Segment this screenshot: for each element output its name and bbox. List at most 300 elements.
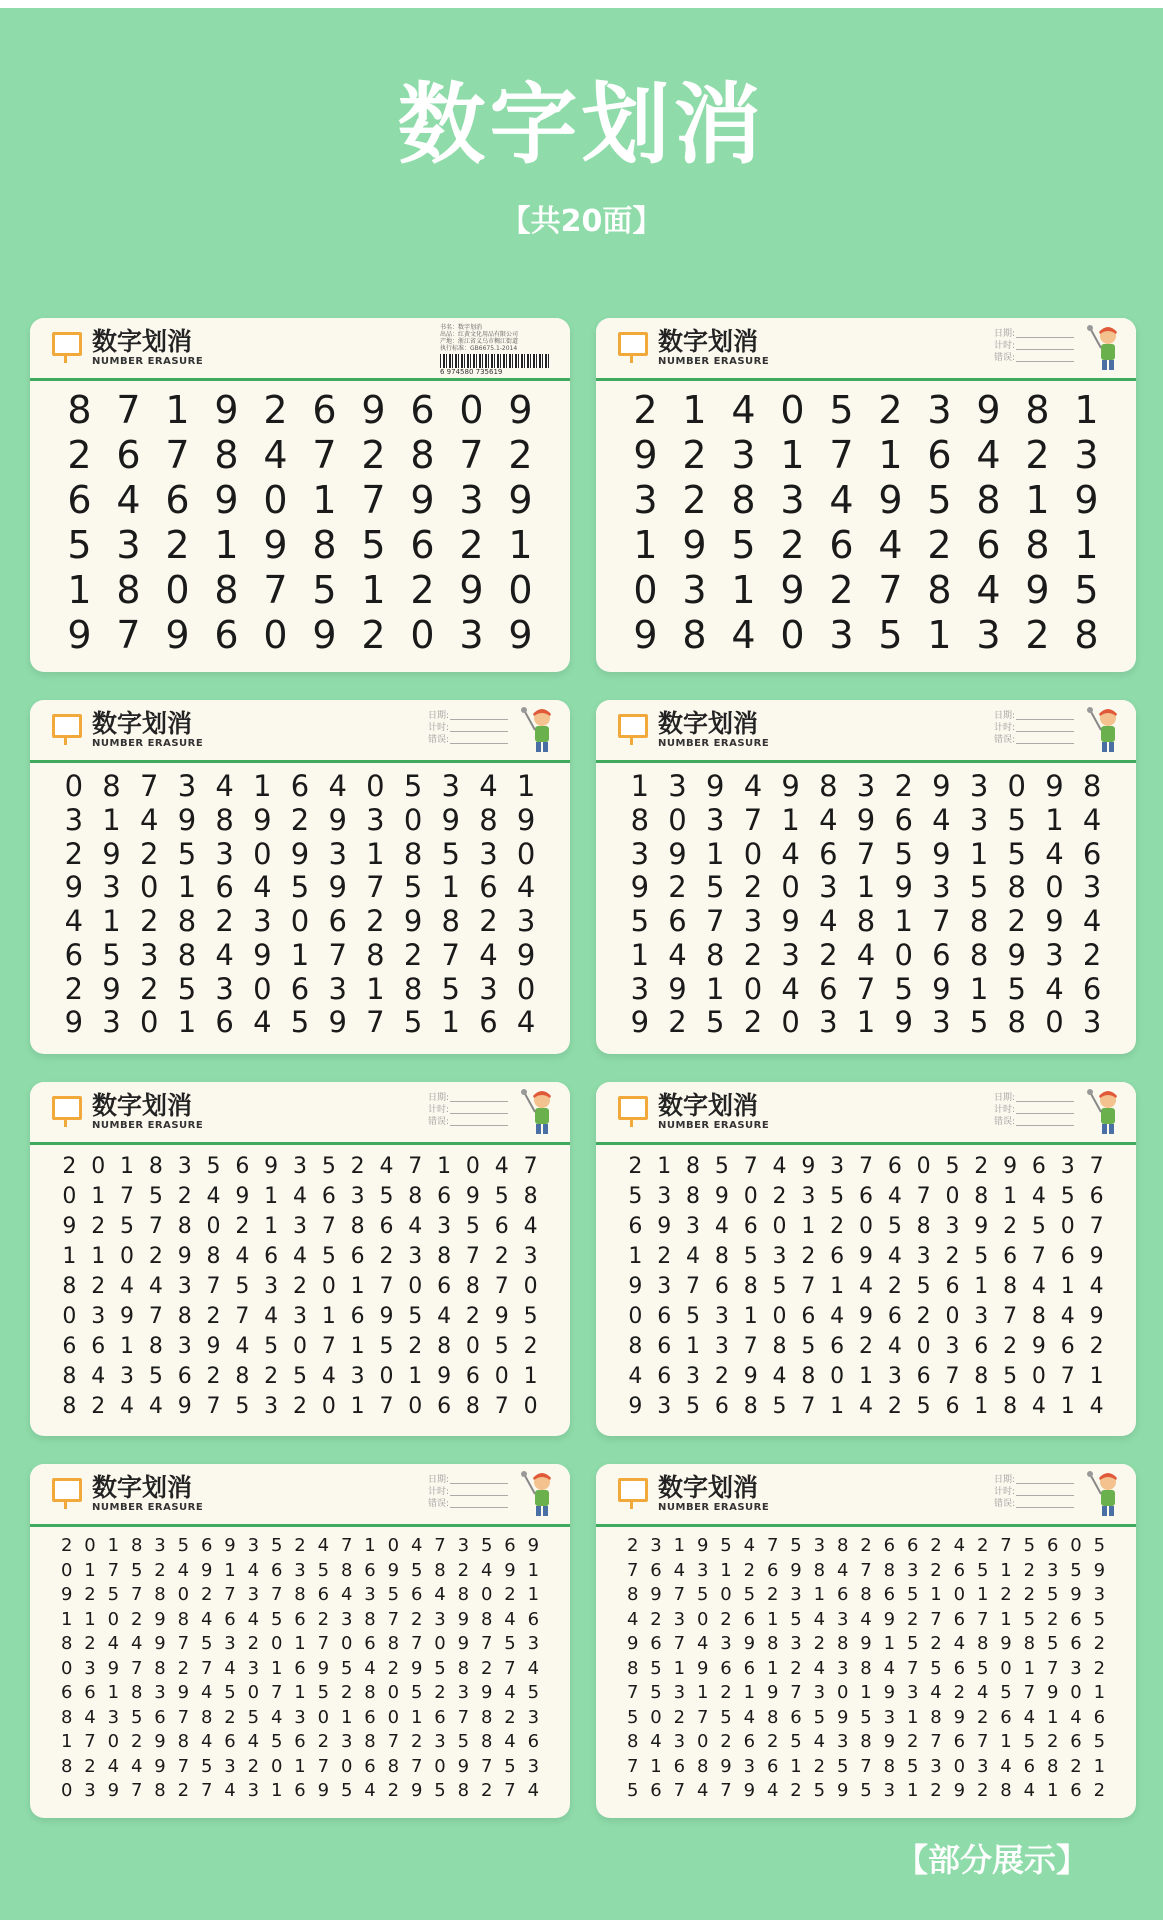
digit-cell[interactable]: 4 [766,1780,779,1802]
digit-cell[interactable]: 4 [494,1154,509,1179]
digit-cell[interactable]: 0 [1000,1657,1012,1679]
digit-cell[interactable]: 1 [270,1657,283,1679]
digit-cell[interactable]: 6 [743,1731,756,1753]
digit-cell[interactable]: 5 [976,1657,989,1679]
digit-cell[interactable]: 7 [116,613,141,657]
digit-cell[interactable]: 6 [1046,1535,1059,1556]
digit-cell[interactable]: 7 [312,433,337,477]
digit-cell[interactable]: 9 [1070,1584,1082,1606]
digit-cell[interactable]: 3 [705,802,725,837]
digit-cell[interactable]: 3 [116,523,141,567]
digit-cell[interactable]: 3 [366,802,385,837]
digit-cell[interactable]: 5 [686,1304,701,1329]
digit-cell[interactable]: 6 [321,1184,336,1209]
digit-cell[interactable]: 1 [1060,1274,1075,1299]
digit-cell[interactable]: 5 [410,1682,423,1704]
digit-cell[interactable]: 4 [527,1780,540,1802]
digit-cell[interactable]: 1 [1074,388,1099,432]
digit-cell[interactable]: 2 [906,1608,919,1630]
digit-cell[interactable]: 0 [830,1364,845,1389]
digit-cell[interactable]: 2 [84,1755,96,1777]
digit-cell[interactable]: 7 [480,1633,493,1655]
digit-cell[interactable]: 8 [457,1657,470,1679]
digit-cell[interactable]: 8 [408,1184,423,1209]
digit-cell[interactable]: 9 [781,904,800,938]
digit-cell[interactable]: 6 [410,1584,423,1606]
digit-cell[interactable]: 4 [107,1633,120,1655]
digit-cell[interactable]: 5 [107,1584,120,1606]
digit-cell[interactable]: 6 [504,1535,516,1556]
digit-cell[interactable]: 7 [379,1394,394,1419]
digit-cell[interactable]: 1 [813,1584,826,1606]
digit-cell[interactable]: 6 [829,523,854,567]
digit-cell[interactable]: 5 [743,1584,756,1606]
digit-cell[interactable]: 3 [84,1780,96,1802]
digit-cell[interactable]: 6 [673,1755,686,1777]
digit-cell[interactable]: 4 [408,1214,423,1239]
digit-cell[interactable]: 0 [387,1706,400,1728]
digit-cell[interactable]: 2 [165,523,190,567]
digit-cell[interactable]: 6 [887,1304,902,1329]
digit-cell[interactable]: 9 [743,1633,756,1655]
digit-cell[interactable]: 7 [441,937,460,972]
digit-cell[interactable]: 4 [321,1364,336,1389]
digit-cell[interactable]: 5 [1093,1731,1106,1753]
digit-cell[interactable]: 3 [441,769,460,803]
digit-cell[interactable]: 9 [976,388,1001,432]
digit-cell[interactable]: 9 [200,1559,213,1581]
digit-cell[interactable]: 3 [930,1755,942,1777]
digit-cell[interactable]: 6 [883,1535,896,1556]
digit-cell[interactable]: 1 [720,1559,732,1581]
digit-cell[interactable]: 4 [253,870,272,905]
digit-cell[interactable]: 1 [969,836,989,871]
digit-cell[interactable]: 1 [633,523,658,567]
digit-cell[interactable]: 4 [224,1780,236,1802]
digit-cell[interactable]: 3 [790,1584,802,1606]
digit-cell[interactable]: 1 [214,523,239,567]
digit-cell[interactable]: 4 [887,1244,902,1269]
digit-cell[interactable]: 6 [906,1535,919,1556]
digit-cell[interactable]: 9 [64,1005,84,1040]
digit-cell[interactable]: 9 [465,1184,480,1209]
digit-cell[interactable]: 7 [177,1633,190,1655]
digit-cell[interactable]: 6 [1093,1706,1106,1728]
digit-cell[interactable]: 8 [1082,769,1102,803]
digit-cell[interactable]: 0 [60,1780,73,1802]
digit-cell[interactable]: 8 [102,769,121,803]
digit-cell[interactable]: 0 [139,1005,159,1040]
digit-cell[interactable]: 3 [976,1755,989,1777]
digit-cell[interactable]: 3 [253,904,272,938]
digit-cell[interactable]: 6 [650,1633,662,1655]
digit-cell[interactable]: 7 [457,1706,470,1728]
digit-cell[interactable]: 2 [139,971,159,1006]
digit-cell[interactable]: 2 [465,1304,480,1329]
digit-cell[interactable]: 2 [945,1244,960,1269]
digit-cell[interactable]: 7 [626,1755,639,1777]
digit-cell[interactable]: 0 [953,1584,966,1606]
digit-cell[interactable]: 1 [312,478,337,522]
digit-cell[interactable]: 3 [527,1755,540,1777]
digit-cell[interactable]: 8 [479,802,498,837]
digit-cell[interactable]: 8 [772,1334,787,1359]
digit-cell[interactable]: 1 [686,1334,701,1359]
digit-cell[interactable]: 1 [102,802,121,837]
digit-cell[interactable]: 6 [657,1364,672,1389]
digit-cell[interactable]: 6 [945,1394,960,1419]
digit-cell[interactable]: 0 [379,1364,394,1389]
digit-cell[interactable]: 9 [630,870,650,905]
digit-cell[interactable]: 4 [84,1706,96,1728]
digit-cell[interactable]: 6 [836,1584,849,1606]
digit-cell[interactable]: 8 [626,1731,639,1753]
digit-cell[interactable]: 1 [84,1559,96,1581]
digit-cell[interactable]: 8 [154,1657,166,1679]
digit-cell[interactable]: 5 [403,870,423,905]
digit-cell[interactable]: 8 [62,1364,77,1389]
digit-cell[interactable]: 3 [836,1657,849,1679]
digit-cell[interactable]: 2 [906,1731,919,1753]
digit-cell[interactable]: 3 [120,1364,135,1389]
digit-cell[interactable]: 1 [790,1755,802,1777]
digit-cell[interactable]: 2 [720,1731,732,1753]
digit-cell[interactable]: 8 [437,1244,452,1269]
digit-cell[interactable]: 9 [878,478,903,522]
digit-cell[interactable]: 2 [139,836,159,871]
digit-cell[interactable]: 7 [410,1633,423,1655]
digit-cell[interactable]: 3 [1060,1154,1075,1179]
digit-cell[interactable]: 8 [148,1334,163,1359]
digit-cell[interactable]: 5 [628,1184,643,1209]
digit-cell[interactable]: 8 [714,1244,729,1269]
digit-cell[interactable]: 8 [976,1633,989,1655]
digit-cell[interactable]: 5 [1007,802,1026,837]
digit-cell[interactable]: 7 [107,1559,120,1581]
digit-cell[interactable]: 9 [894,1005,913,1040]
digit-cell[interactable]: 6 [312,388,337,432]
digit-cell[interactable]: 7 [801,1274,816,1299]
digit-cell[interactable]: 3 [350,1184,365,1209]
digit-cell[interactable]: 5 [441,836,460,871]
digit-cell[interactable]: 6 [67,478,92,522]
digit-cell[interactable]: 1 [91,1244,106,1269]
digit-cell[interactable]: 3 [836,1608,849,1630]
digit-cell[interactable]: 5 [312,568,337,612]
digit-cell[interactable]: 5 [494,1334,509,1359]
digit-cell[interactable]: 4 [1023,1780,1036,1802]
digit-cell[interactable]: 0 [1070,1682,1082,1704]
digit-cell[interactable]: 2 [1093,1780,1106,1802]
digit-cell[interactable]: 0 [916,1154,931,1179]
digit-cell[interactable]: 8 [364,1731,376,1753]
digit-cell[interactable]: 2 [1070,1755,1082,1777]
digit-cell[interactable]: 2 [974,1154,989,1179]
digit-cell[interactable]: 0 [253,971,272,1006]
digit-cell[interactable]: 1 [906,1780,919,1802]
digit-cell[interactable]: 4 [116,478,141,522]
digit-cell[interactable]: 9 [317,1780,330,1802]
digit-cell[interactable]: 8 [130,1682,143,1704]
digit-cell[interactable]: 2 [878,388,903,432]
digit-cell[interactable]: 8 [177,1304,192,1329]
digit-cell[interactable]: 8 [976,478,1001,522]
digit-cell[interactable]: 9 [628,1394,643,1419]
digit-cell[interactable]: 0 [64,769,84,803]
digit-cell[interactable]: 8 [860,1657,872,1679]
digit-cell[interactable]: 0 [292,1334,307,1359]
digit-cell[interactable]: 6 [64,937,84,972]
digit-cell[interactable]: 5 [403,1005,423,1040]
digit-cell[interactable]: 5 [102,937,121,972]
digit-cell[interactable]: 0 [387,1682,400,1704]
digit-cell[interactable]: 9 [516,802,536,837]
digit-cell[interactable]: 7 [856,836,876,871]
digit-cell[interactable]: 5 [321,1154,336,1179]
digit-cell[interactable]: 9 [235,1184,250,1209]
digit-cell[interactable]: 6 [743,1214,758,1239]
digit-cell[interactable]: 3 [215,836,234,871]
digit-cell[interactable]: 7 [177,1706,190,1728]
digit-cell[interactable]: 8 [1007,870,1026,905]
digit-cell[interactable]: 8 [705,937,725,972]
digit-cell[interactable]: 4 [292,1244,307,1269]
digit-cell[interactable]: 4 [1045,971,1064,1006]
digit-cell[interactable]: 9 [705,769,725,803]
digit-cell[interactable]: 3 [294,1706,306,1728]
digit-cell[interactable]: 0 [263,478,288,522]
digit-cell[interactable]: 8 [62,1394,77,1419]
digit-cell[interactable]: 6 [1089,1184,1104,1209]
digit-cell[interactable]: 4 [743,1706,756,1728]
digit-cell[interactable]: 5 [1007,971,1026,1006]
digit-cell[interactable]: 3 [682,568,707,612]
digit-cell[interactable]: 5 [790,1731,802,1753]
digit-cell[interactable]: 1 [441,870,460,905]
digit-cell[interactable]: 2 [628,1154,643,1179]
digit-cell[interactable]: 3 [408,1244,423,1269]
digit-cell[interactable]: 0 [516,836,536,871]
digit-cell[interactable]: 9 [361,388,386,432]
digit-cell[interactable]: 6 [887,1154,902,1179]
digit-cell[interactable]: 7 [206,1394,221,1419]
digit-cell[interactable]: 7 [673,1780,686,1802]
digit-cell[interactable]: 1 [974,1274,989,1299]
digit-cell[interactable]: 8 [387,1755,400,1777]
digit-cell[interactable]: 2 [154,1559,166,1581]
digit-cell[interactable]: 2 [379,1244,394,1269]
digit-cell[interactable]: 4 [410,1535,423,1556]
digit-cell[interactable]: 1 [107,1682,120,1704]
digit-cell[interactable]: 9 [459,568,484,612]
digit-cell[interactable]: 6 [235,1154,250,1179]
digit-cell[interactable]: 1 [253,769,272,803]
digit-cell[interactable]: 5 [403,769,423,803]
digit-cell[interactable]: 0 [91,1154,106,1179]
digit-cell[interactable]: 5 [969,1005,989,1040]
digit-cell[interactable]: 8 [350,1214,365,1239]
digit-cell[interactable]: 2 [410,1731,423,1753]
digit-cell[interactable]: 6 [743,1608,756,1630]
digit-cell[interactable]: 1 [294,1755,306,1777]
digit-cell[interactable]: 7 [340,1535,353,1556]
digit-cell[interactable]: 4 [819,904,838,938]
digit-cell[interactable]: 3 [772,1244,787,1269]
digit-cell[interactable]: 6 [650,1780,662,1802]
digit-cell[interactable]: 7 [459,433,484,477]
digit-cell[interactable]: 6 [1060,1244,1075,1269]
digit-cell[interactable]: 2 [177,1184,192,1209]
digit-cell[interactable]: 0 [408,1274,423,1299]
digit-cell[interactable]: 2 [858,1334,873,1359]
digit-cell[interactable]: 1 [294,1633,306,1655]
digit-cell[interactable]: 4 [650,1731,662,1753]
digit-cell[interactable]: 2 [523,1334,538,1359]
digit-cell[interactable]: 5 [67,523,92,567]
digit-cell[interactable]: 6 [628,1214,643,1239]
digit-cell[interactable]: 3 [969,802,989,837]
digit-cell[interactable]: 4 [215,937,234,972]
digit-cell[interactable]: 9 [214,388,239,432]
digit-cell[interactable]: 4 [819,802,838,837]
digit-cell[interactable]: 0 [270,1633,283,1655]
digit-cell[interactable]: 3 [459,613,484,657]
digit-cell[interactable]: 2 [1003,1214,1018,1239]
digit-cell[interactable]: 0 [206,1214,221,1239]
digit-cell[interactable]: 3 [668,769,687,803]
digit-cell[interactable]: 4 [953,1535,966,1556]
digit-cell[interactable]: 7 [177,1755,190,1777]
digit-cell[interactable]: 3 [364,1584,376,1606]
digit-cell[interactable]: 6 [766,1559,779,1581]
digit-cell[interactable]: 1 [878,433,903,477]
digit-cell[interactable]: 0 [465,1334,480,1359]
digit-cell[interactable]: 8 [696,1755,709,1777]
digit-cell[interactable]: 5 [206,1154,221,1179]
digit-cell[interactable]: 6 [350,1304,365,1329]
digit-cell[interactable]: 4 [120,1394,135,1419]
digit-cell[interactable]: 6 [91,1334,106,1359]
digit-cell[interactable]: 4 [148,1274,163,1299]
digit-cell[interactable]: 1 [264,1214,279,1239]
digit-cell[interactable]: 3 [292,1214,307,1239]
digit-cell[interactable]: 8 [177,1214,192,1239]
digit-cell[interactable]: 3 [1046,1559,1059,1581]
digit-cell[interactable]: 6 [294,1780,306,1802]
digit-cell[interactable]: 1 [1025,478,1050,522]
digit-cell[interactable]: 9 [932,769,951,803]
digit-cell[interactable]: 7 [120,1184,135,1209]
digit-cell[interactable]: 4 [930,1682,942,1704]
digit-cell[interactable]: 8 [457,1780,470,1802]
digit-cell[interactable]: 9 [883,1731,896,1753]
digit-cell[interactable]: 3 [215,971,234,1006]
digit-cell[interactable]: 3 [883,1780,896,1802]
digit-cell[interactable]: 5 [860,1706,872,1728]
digit-cell[interactable]: 4 [200,1608,213,1630]
digit-cell[interactable]: 4 [479,769,498,803]
digit-cell[interactable]: 9 [1045,769,1064,803]
digit-cell[interactable]: 5 [772,1394,787,1419]
digit-cell[interactable]: 8 [215,802,234,837]
digit-cell[interactable]: 6 [1031,1154,1046,1179]
digit-cell[interactable]: 5 [441,971,460,1006]
digit-cell[interactable]: 4 [1000,1755,1012,1777]
digit-cell[interactable]: 1 [1093,1682,1106,1704]
digit-cell[interactable]: 6 [479,870,498,905]
digit-cell[interactable]: 8 [930,1706,942,1728]
digit-cell[interactable]: 0 [387,1535,400,1556]
digit-cell[interactable]: 5 [270,1608,283,1630]
digit-cell[interactable]: 4 [887,1334,902,1359]
digit-cell[interactable]: 8 [235,1364,250,1389]
digit-cell[interactable]: 1 [858,1364,873,1389]
digit-cell[interactable]: 5 [1023,1731,1036,1753]
digit-cell[interactable]: 8 [480,1731,493,1753]
digit-cell[interactable]: 7 [1089,1214,1104,1239]
digit-cell[interactable]: 0 [120,1244,135,1269]
digit-cell[interactable]: 1 [927,613,952,657]
digit-cell[interactable]: 9 [64,870,84,905]
digit-cell[interactable]: 6 [165,478,190,522]
digit-cell[interactable]: 5 [270,1535,283,1556]
digit-cell[interactable]: 5 [906,1633,919,1655]
digit-cell[interactable]: 3 [657,1394,672,1419]
digit-cell[interactable]: 6 [883,1584,896,1606]
digit-cell[interactable]: 1 [630,937,650,972]
digit-cell[interactable]: 9 [379,1304,394,1329]
digit-cell[interactable]: 2 [819,937,838,972]
digit-cell[interactable]: 2 [235,1214,250,1239]
digit-cell[interactable]: 9 [328,1005,347,1040]
digit-cell[interactable]: 6 [215,870,234,905]
digit-cell[interactable]: 8 [836,1535,849,1556]
digit-cell[interactable]: 3 [177,1274,192,1299]
digit-cell[interactable]: 9 [696,1657,709,1679]
digit-cell[interactable]: 0 [720,1584,732,1606]
digit-cell[interactable]: 5 [270,1731,283,1753]
digit-cell[interactable]: 4 [379,1154,394,1179]
digit-cell[interactable]: 1 [1000,1608,1012,1630]
digit-cell[interactable]: 0 [434,1755,446,1777]
digit-cell[interactable]: 2 [504,1706,516,1728]
digit-cell[interactable]: 4 [224,1657,236,1679]
digit-cell[interactable]: 2 [720,1682,732,1704]
digit-cell[interactable]: 5 [340,1780,353,1802]
digit-cell[interactable]: 4 [696,1633,709,1655]
digit-cell[interactable]: 8 [366,937,385,972]
digit-cell[interactable]: 6 [264,1244,279,1269]
digit-cell[interactable]: 7 [1031,1244,1046,1269]
digit-cell[interactable]: 4 [1045,836,1064,871]
digit-cell[interactable]: 4 [743,769,763,803]
digit-cell[interactable]: 7 [130,1780,143,1802]
digit-cell[interactable]: 4 [130,1633,143,1655]
digit-cell[interactable]: 2 [668,870,687,905]
digit-cell[interactable]: 6 [294,1608,306,1630]
digit-cell[interactable]: 4 [200,1731,213,1753]
digit-cell[interactable]: 3 [177,769,197,803]
digit-cell[interactable]: 4 [878,523,903,567]
digit-cell[interactable]: 0 [253,836,272,871]
digit-cell[interactable]: 3 [247,1535,260,1556]
digit-cell[interactable]: 0 [1070,1535,1082,1556]
digit-cell[interactable]: 5 [945,1154,960,1179]
digit-cell[interactable]: 1 [364,1535,376,1556]
digit-cell[interactable]: 9 [480,1682,493,1704]
digit-cell[interactable]: 1 [350,1394,365,1419]
digit-cell[interactable]: 3 [177,1154,192,1179]
